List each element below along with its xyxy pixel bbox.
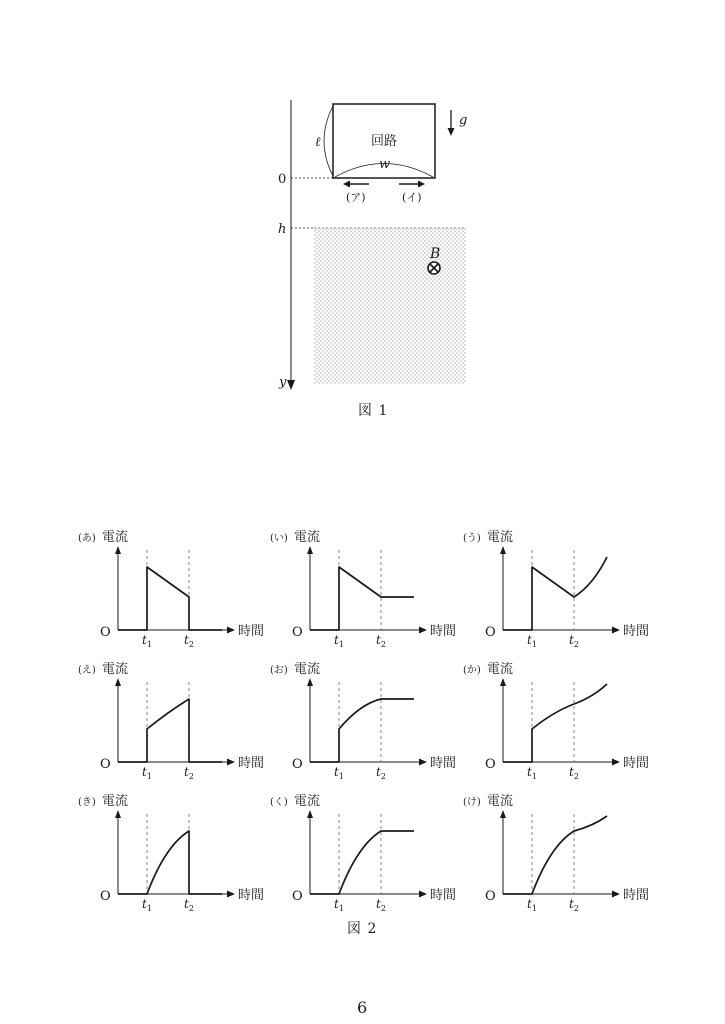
graph-x-arrow bbox=[227, 759, 235, 766]
graph-y-label: 電流 bbox=[102, 794, 129, 809]
graph-panel-ke bbox=[463, 793, 649, 913]
graph-y-arrow bbox=[500, 810, 506, 818]
graph-x-arrow bbox=[419, 759, 427, 766]
graph-origin-label: O bbox=[100, 625, 111, 640]
graph-x-label: 時間 bbox=[430, 756, 457, 771]
graph-origin-label: O bbox=[485, 757, 496, 772]
graph-label: (く) bbox=[270, 797, 288, 808]
graph-y-arrow bbox=[500, 678, 506, 686]
graph-origin-label: O bbox=[485, 625, 496, 640]
graph-origin-label: O bbox=[292, 757, 303, 772]
graph-x-label: 時間 bbox=[238, 888, 265, 903]
graph-label: (け) bbox=[463, 797, 481, 808]
field-label: B bbox=[430, 246, 441, 262]
graph-current-curve bbox=[310, 831, 414, 894]
graph-t2-label: $t_2$ bbox=[184, 765, 194, 781]
graph-label: (お) bbox=[270, 665, 288, 676]
graph-t2-label: $t_2$ bbox=[184, 633, 194, 649]
graph-current-curve bbox=[503, 684, 607, 762]
graph-x-label: 時間 bbox=[430, 624, 457, 639]
graph-t2-label: $t_2$ bbox=[184, 897, 194, 913]
graph-x-label: 時間 bbox=[623, 756, 650, 771]
graph-t1-label: $t_1$ bbox=[334, 897, 344, 913]
graph-label: (え) bbox=[78, 665, 96, 676]
graph-current-curve bbox=[503, 557, 607, 630]
graph-x-label: 時間 bbox=[430, 888, 457, 903]
graph-t2-label: $t_2$ bbox=[569, 633, 579, 649]
graph-y-label: 電流 bbox=[487, 794, 514, 809]
graph-label: (あ) bbox=[78, 533, 96, 544]
graph-origin-label: O bbox=[100, 889, 111, 904]
graph-y-label: 電流 bbox=[487, 530, 514, 545]
y-axis-label: y bbox=[279, 375, 287, 390]
page-number: 6 bbox=[357, 998, 368, 1017]
graph-t1-label: $t_1$ bbox=[142, 765, 152, 781]
gravity-label: g bbox=[459, 113, 468, 128]
graph-current-curve bbox=[503, 816, 607, 894]
graph-t2-label: $t_2$ bbox=[569, 765, 579, 781]
figure-1 bbox=[0, 0, 725, 420]
direction-a-arrow-head bbox=[343, 181, 350, 188]
length-label: ℓ bbox=[315, 135, 321, 150]
graph-y-label: 電流 bbox=[487, 662, 514, 677]
graph-current-curve bbox=[118, 567, 222, 630]
graph-panel-a bbox=[78, 529, 264, 649]
graph-t1-label: $t_1$ bbox=[527, 633, 537, 649]
graph-t1-label: $t_1$ bbox=[334, 633, 344, 649]
graph-panel-e bbox=[78, 661, 264, 781]
graph-label: (き) bbox=[78, 797, 96, 808]
graph-y-arrow bbox=[307, 546, 313, 554]
graph-t1-label: $t_1$ bbox=[334, 765, 344, 781]
graph-origin-label: O bbox=[292, 625, 303, 640]
graph-x-arrow bbox=[612, 759, 620, 766]
origin-label: 0 bbox=[278, 172, 287, 187]
graph-current-curve bbox=[310, 699, 414, 762]
h-label: h bbox=[278, 222, 287, 237]
graph-x-label: 時間 bbox=[238, 624, 265, 639]
graph-x-label: 時間 bbox=[623, 624, 650, 639]
figure-2 bbox=[0, 520, 725, 920]
graph-label: (か) bbox=[463, 665, 481, 676]
graph-label: (う) bbox=[463, 533, 481, 544]
graph-panel-i bbox=[270, 529, 456, 649]
length-brace bbox=[324, 106, 333, 176]
graph-panel-ka bbox=[463, 661, 649, 781]
graph-origin-label: O bbox=[292, 889, 303, 904]
graph-t1-label: $t_1$ bbox=[142, 633, 152, 649]
graph-current-curve bbox=[118, 831, 222, 894]
graph-t2-label: $t_2$ bbox=[376, 633, 386, 649]
graph-y-arrow bbox=[115, 810, 121, 818]
graph-t1-label: $t_1$ bbox=[527, 765, 537, 781]
graph-panel-u bbox=[463, 529, 649, 649]
graph-t2-label: $t_2$ bbox=[569, 897, 579, 913]
graph-y-arrow bbox=[115, 546, 121, 554]
graph-x-arrow bbox=[227, 627, 235, 634]
graph-x-arrow bbox=[612, 891, 620, 898]
graph-y-label: 電流 bbox=[102, 662, 129, 677]
graph-panel-o bbox=[270, 661, 456, 781]
graph-panel-ki bbox=[78, 793, 264, 913]
graph-current-curve bbox=[118, 699, 222, 762]
graph-t1-label: $t_1$ bbox=[142, 897, 152, 913]
graph-y-label: 電流 bbox=[294, 530, 321, 545]
graph-origin-label: O bbox=[100, 757, 111, 772]
y-axis-arrow bbox=[287, 380, 295, 390]
graph-y-label: 電流 bbox=[294, 794, 321, 809]
graph-x-label: 時間 bbox=[238, 756, 265, 771]
direction-b-arrow-head bbox=[418, 181, 425, 188]
graph-x-label: 時間 bbox=[623, 888, 650, 903]
magnetic-field-region bbox=[314, 228, 466, 384]
graph-y-arrow bbox=[307, 810, 313, 818]
graph-t2-label: $t_2$ bbox=[376, 765, 386, 781]
graph-x-arrow bbox=[612, 627, 620, 634]
graph-x-arrow bbox=[419, 627, 427, 634]
graph-y-arrow bbox=[115, 678, 121, 686]
graph-y-arrow bbox=[500, 546, 506, 554]
gravity-arrow-head bbox=[448, 128, 455, 136]
graph-panel-ku bbox=[270, 793, 456, 913]
graph-t1-label: $t_1$ bbox=[527, 897, 537, 913]
direction-a-label: (ア) bbox=[346, 191, 366, 204]
graph-origin-label: O bbox=[485, 889, 496, 904]
circuit-label: 回路 bbox=[371, 134, 398, 149]
graph-current-curve bbox=[310, 567, 414, 630]
graph-y-label: 電流 bbox=[102, 530, 129, 545]
into-page-icon bbox=[428, 262, 440, 274]
graph-label: (い) bbox=[270, 533, 288, 544]
graph-x-arrow bbox=[419, 891, 427, 898]
graph-t2-label: $t_2$ bbox=[376, 897, 386, 913]
figure-2-caption: 図 2 bbox=[347, 921, 378, 937]
direction-b-label: (イ) bbox=[402, 191, 422, 204]
graph-y-arrow bbox=[307, 678, 313, 686]
graph-y-label: 電流 bbox=[294, 662, 321, 677]
graph-x-arrow bbox=[227, 891, 235, 898]
width-label: w bbox=[379, 157, 391, 172]
figure-1-caption: 図 1 bbox=[358, 403, 389, 419]
